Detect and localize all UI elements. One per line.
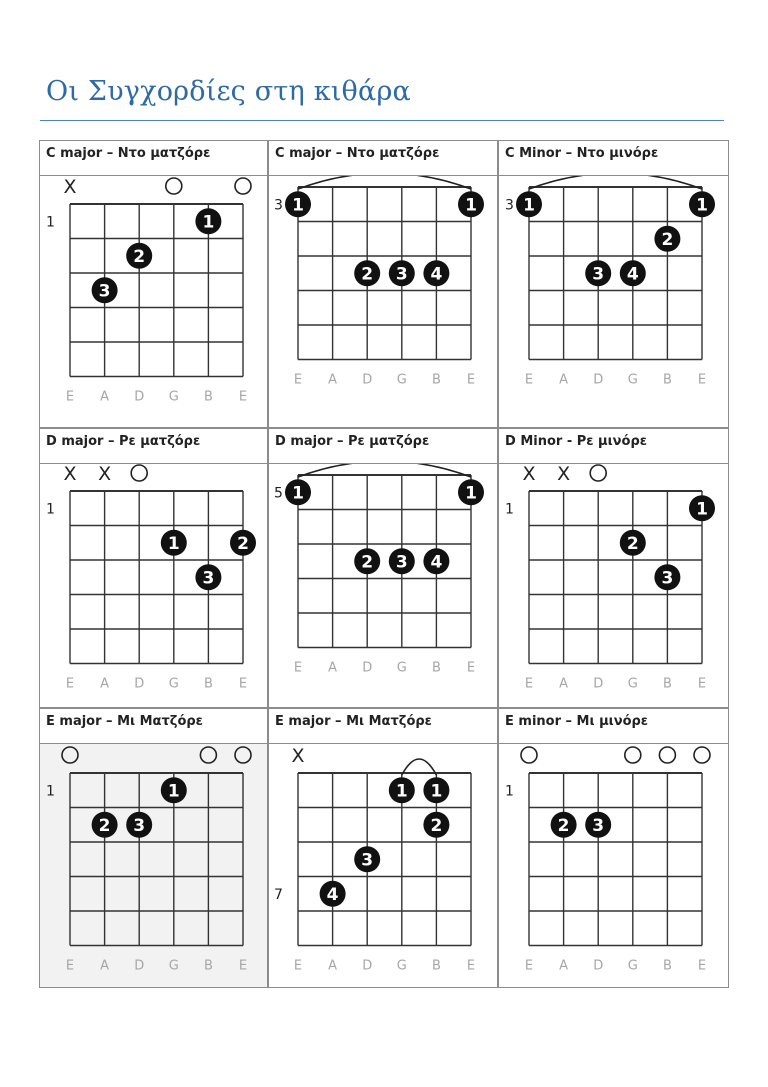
finger-dot: [423, 777, 449, 803]
finger-number: 1: [696, 195, 708, 216]
string-name: E: [293, 660, 303, 676]
finger-dot: [654, 226, 680, 252]
string-name: A: [100, 389, 110, 405]
string-name: D: [593, 372, 604, 388]
fretboard-svg: [269, 464, 497, 707]
string-name: D: [593, 958, 604, 974]
open-string-marker: [235, 178, 251, 194]
finger-dot: [354, 548, 380, 574]
fretboard-svg: [499, 176, 728, 427]
finger-dot: [285, 479, 311, 505]
string-name: B: [662, 372, 672, 388]
finger-number: 4: [430, 552, 443, 573]
finger-number: 1: [167, 781, 180, 802]
finger-number: 3: [361, 850, 374, 871]
string-name: D: [134, 389, 145, 405]
finger-dot: [285, 191, 311, 217]
string-name: B: [203, 676, 213, 692]
string-name: G: [627, 958, 638, 974]
string-name: E: [65, 676, 75, 692]
fretboard-svg: [499, 464, 728, 707]
string-name: G: [168, 389, 179, 405]
finger-dot: [423, 548, 449, 574]
string-name: B: [662, 676, 672, 692]
finger-dot: [620, 260, 646, 286]
string-name: E: [524, 958, 534, 974]
finger-number: 4: [430, 264, 443, 285]
finger-dot: [354, 846, 380, 872]
string-name: E: [466, 372, 476, 388]
finger-dot: [92, 277, 118, 303]
chord-name: C Minor – Ντο μινόρε: [505, 146, 659, 161]
finger-number: 3: [395, 264, 408, 285]
chord-header: [268, 140, 498, 176]
finger-dot: [195, 208, 221, 234]
finger-number: 1: [292, 483, 304, 504]
string-name: E: [697, 372, 707, 388]
finger-number: 3: [395, 552, 408, 573]
string-name: D: [362, 958, 373, 974]
string-name: E: [697, 676, 707, 692]
finger-dot: [126, 243, 152, 269]
string-name: A: [100, 958, 110, 974]
chord-header: [498, 428, 729, 464]
page-title: Οι Συγχορδίες στη κιθάρα: [46, 76, 411, 107]
string-name: B: [431, 660, 441, 676]
string-name: E: [238, 958, 248, 974]
string-name: E: [65, 389, 75, 405]
finger-dot: [195, 564, 221, 590]
string-name: D: [362, 372, 373, 388]
finger-dot: [92, 812, 118, 838]
chord-header: [268, 708, 498, 744]
open-string-marker: [659, 747, 675, 763]
finger-number: 2: [98, 815, 111, 836]
string-name: A: [100, 676, 110, 692]
chord-header: [39, 428, 268, 464]
finger-dot: [423, 260, 449, 286]
finger-dot: [585, 812, 611, 838]
finger-number: 2: [557, 815, 570, 836]
finger-number: 2: [361, 264, 374, 285]
finger-number: 1: [465, 483, 477, 504]
open-string-marker: [62, 747, 78, 763]
fret-number: 1: [46, 501, 55, 518]
fret-number: 3: [505, 197, 514, 214]
finger-number: 2: [237, 533, 249, 554]
string-name: A: [328, 660, 338, 676]
string-name: G: [396, 958, 407, 974]
chord-header: [39, 140, 268, 176]
finger-number: 1: [292, 195, 304, 216]
finger-number: 3: [202, 568, 215, 589]
finger-number: 1: [395, 781, 408, 802]
finger-number: 2: [430, 815, 443, 836]
string-name: E: [524, 676, 534, 692]
open-string-marker: [694, 747, 710, 763]
finger-number: 4: [326, 884, 339, 905]
finger-dot: [689, 495, 715, 521]
chord-diagram: [268, 743, 498, 988]
muted-string-marker: X: [63, 464, 77, 485]
string-name: D: [593, 676, 604, 692]
finger-dot: [161, 777, 187, 803]
finger-dot: [230, 530, 256, 556]
chord-header: [498, 140, 729, 176]
chord-header: [39, 708, 268, 744]
finger-dot: [126, 812, 152, 838]
finger-number: 1: [430, 781, 443, 802]
string-name: E: [466, 958, 476, 974]
chord-diagram: [498, 463, 729, 708]
finger-dot: [389, 548, 415, 574]
string-name: E: [65, 958, 75, 974]
chord-diagram: [268, 463, 498, 708]
chord-diagram: [268, 175, 498, 428]
chord-header: [498, 708, 729, 744]
chord-name: D Minor - Ρε μινόρε: [505, 434, 648, 449]
string-name: E: [293, 372, 303, 388]
string-name: A: [559, 372, 569, 388]
open-string-marker: [625, 747, 641, 763]
string-name: G: [627, 676, 638, 692]
finger-number: 3: [98, 281, 111, 302]
fretboard-svg: [40, 744, 267, 987]
chord-name: D major – Ρε ματζόρε: [46, 434, 201, 449]
finger-number: 3: [592, 264, 605, 285]
fret-number: 5: [274, 485, 283, 502]
string-name: B: [203, 389, 213, 405]
finger-number: 3: [133, 815, 146, 836]
open-string-marker: [521, 747, 537, 763]
open-string-marker: [590, 465, 606, 481]
chord-diagram: [39, 463, 268, 708]
string-name: E: [466, 660, 476, 676]
finger-dot: [516, 191, 542, 217]
chord-name: E major – Μι Ματζόρε: [46, 714, 203, 729]
finger-number: 2: [626, 533, 639, 554]
fret-number: 1: [505, 783, 514, 800]
chord-diagram: [39, 175, 268, 428]
finger-dot: [354, 260, 380, 286]
finger-dot: [689, 191, 715, 217]
chord-name: E minor – Μι μινόρε: [505, 714, 649, 729]
string-name: A: [328, 372, 338, 388]
string-name: E: [238, 676, 248, 692]
string-name: B: [431, 372, 441, 388]
finger-dot: [620, 530, 646, 556]
finger-dot: [389, 777, 415, 803]
chord-name: C major – Ντο ματζόρε: [275, 146, 440, 161]
fretboard-svg: [40, 176, 267, 427]
finger-number: 1: [523, 195, 535, 216]
chord-diagram: [498, 175, 729, 428]
finger-number: 1: [696, 499, 708, 520]
string-name: G: [396, 372, 407, 388]
chord-diagram: [498, 743, 729, 988]
string-name: D: [134, 676, 145, 692]
open-string-marker: [131, 465, 147, 481]
string-name: G: [396, 660, 407, 676]
muted-string-marker: X: [291, 745, 305, 767]
fretboard-svg: [269, 744, 497, 987]
finger-dot: [551, 812, 577, 838]
string-name: A: [559, 676, 569, 692]
string-name: E: [524, 372, 534, 388]
string-name: G: [627, 372, 638, 388]
string-name: G: [168, 958, 179, 974]
finger-dot: [458, 479, 484, 505]
string-name: B: [431, 958, 441, 974]
chord-name: C major – Ντο ματζόρε: [46, 146, 211, 161]
string-name: G: [168, 676, 179, 692]
finger-number: 1: [202, 212, 215, 233]
chord-name: E major – Μι Ματζόρε: [275, 714, 432, 729]
string-name: D: [362, 660, 373, 676]
finger-number: 4: [626, 264, 639, 285]
string-name: E: [293, 958, 303, 974]
string-name: A: [559, 958, 569, 974]
fretboard-svg: [499, 744, 728, 987]
fret-number: 7: [274, 886, 283, 903]
fretboard-svg: [40, 464, 267, 707]
chord-diagram: [39, 743, 268, 988]
finger-dot: [585, 260, 611, 286]
finger-dot: [161, 530, 187, 556]
fret-number: 1: [46, 214, 55, 231]
string-name: E: [238, 389, 248, 405]
chord-header: [268, 428, 498, 464]
muted-string-marker: X: [557, 464, 571, 485]
string-name: A: [328, 958, 338, 974]
finger-dot: [423, 812, 449, 838]
finger-number: 1: [167, 533, 180, 554]
string-name: B: [662, 958, 672, 974]
chord-table: [39, 140, 729, 988]
open-string-marker: [235, 747, 251, 763]
finger-number: 3: [661, 568, 674, 589]
muted-string-marker: X: [63, 176, 77, 198]
chord-name: D major – Ρε ματζόρε: [275, 434, 430, 449]
finger-dot: [320, 881, 346, 907]
fret-number: 1: [505, 501, 514, 518]
fret-number: 1: [46, 783, 55, 800]
muted-string-marker: X: [522, 464, 536, 485]
fret-number: 3: [274, 197, 283, 214]
finger-dot: [654, 564, 680, 590]
finger-number: 1: [465, 195, 477, 216]
finger-number: 2: [361, 552, 374, 573]
open-string-marker: [200, 747, 216, 763]
finger-number: 3: [592, 815, 605, 836]
string-name: B: [203, 958, 213, 974]
finger-dot: [458, 191, 484, 217]
title-divider: [40, 120, 724, 121]
open-string-marker: [166, 178, 182, 194]
finger-number: 2: [661, 229, 674, 250]
fretboard-svg: [269, 176, 497, 427]
string-name: D: [134, 958, 145, 974]
finger-number: 2: [133, 246, 146, 267]
string-name: E: [697, 958, 707, 974]
muted-string-marker: X: [98, 464, 112, 485]
finger-dot: [389, 260, 415, 286]
